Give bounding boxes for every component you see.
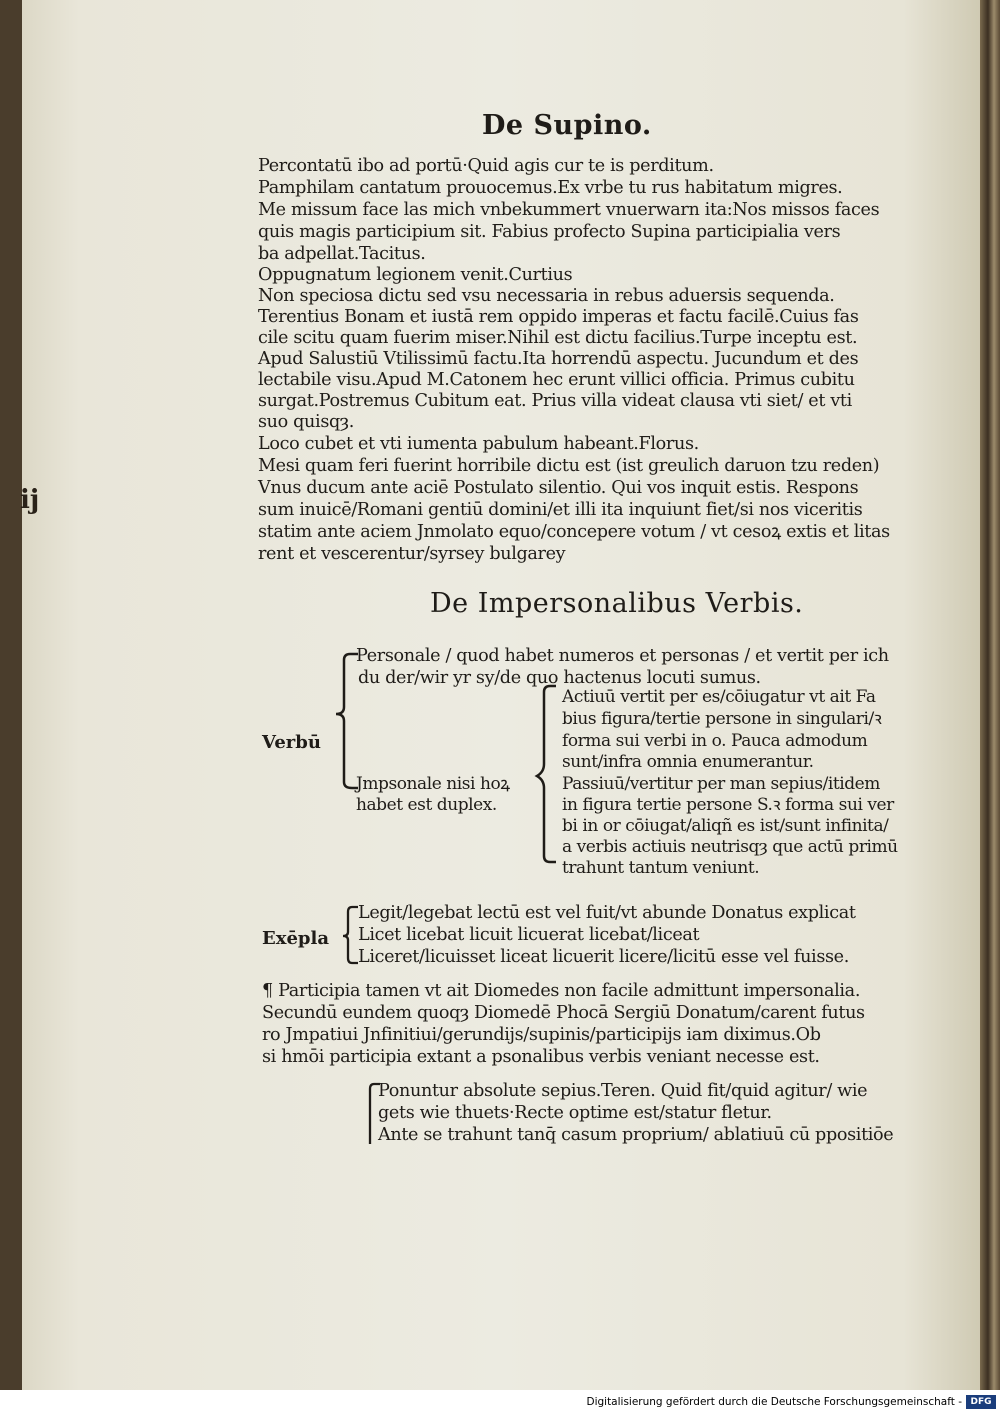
text-line: cile scitu quam fuerim miser.Nihil est dictu facilius.Turpe inceptu est. xyxy=(258,328,858,348)
personale-line: du der/wir yr sy/de quo hactenus locuti sumus. xyxy=(358,668,761,688)
text-line: sum inuicē/Romani gentiū domini/et illi ita inquiunt fiet/si nos viceritis xyxy=(258,500,863,520)
text-line: statim ante aciem Jnmolato equo/concepere votum / vt cesoꝝ extis et litas xyxy=(258,522,890,542)
text-line: Vnus ducum ante aciē Postulato silentio. Qui vos inquit estis. Respons xyxy=(258,478,859,498)
actiuum-line: bius figura/tertie persone in singulari/ꝛ xyxy=(562,709,882,729)
exempla-line: Liceret/licuisset liceat licuerit licere/licitū esse vel fuisse. xyxy=(358,947,849,967)
exempla-brace xyxy=(340,905,360,965)
ponuntur-line: Ponuntur absolute sepius.Teren. Quid fit/quid agitur/ wie xyxy=(378,1081,868,1101)
actiuum-line: forma sui verbi in o. Pauca admodum xyxy=(562,731,868,751)
actiuum-line: Actiuū vertit per es/cōiugatur vt ait Fa xyxy=(562,687,876,707)
text-line: surgat.Postremus Cubitum eat. Prius villa videat clausa vti siet/ et vti xyxy=(258,391,852,411)
participia-line: ro Jmpatiui Jnfinitiui/gerundijs/supinis/participijs iam diximus.Ob xyxy=(262,1025,821,1045)
text-line: quis magis participium sit. Fabius profecto Supina participialia vers xyxy=(258,222,841,242)
text-line: Mesi quam feri fuerint horribile dictu est (ist greulich daruon tzu reden) xyxy=(258,456,880,476)
text-line: Non speciosa dictu sed vsu necessaria in rebus aduersis sequenda. xyxy=(258,286,835,306)
verbum-label: Verbū xyxy=(262,732,321,753)
text-line: suo quisqȝ. xyxy=(258,412,354,432)
passiuum-line: trahunt tantum veniunt. xyxy=(562,858,760,878)
text-line: ba adpellat.Tacitus. xyxy=(258,244,426,264)
participia-line: Secundū eundem quoqȝ Diomedē Phocā Sergiū Donatum/carent futus xyxy=(262,1003,865,1023)
text-line: Apud Salustiū Vtilissimū factu.Ita horrendū aspectu. Jucundum et des xyxy=(258,349,859,369)
text-line: rent et vescerentur/syrsey bulgarey xyxy=(258,544,566,564)
margin-mark: ij xyxy=(20,485,40,515)
section-heading-supino: De Supino. xyxy=(482,110,652,141)
section-heading-impersonal: De Impersonalibus Verbis. xyxy=(430,588,804,619)
participia-line: ¶ Participia tamen vt ait Diomedes non facile admittunt impersonalia. xyxy=(262,981,861,1001)
actiuum-brace xyxy=(534,684,558,864)
text-line: Oppugnatum legionem venit.Curtius xyxy=(258,265,573,285)
passiuum-line: a verbis actiuis neutrisqȝ que actū primū xyxy=(562,837,898,857)
passiuum-line: in figura tertie persone S.ꝛ forma sui ver xyxy=(562,795,894,815)
text-line: Pamphilam cantatum prouocemus.Ex vrbe tu rus habitatum migres. xyxy=(258,178,843,198)
footer-credit: Digitalisierung gefördert durch die Deutsche Forschungsgemeinschaft - xyxy=(586,1396,962,1408)
exempla-label: Exēpla xyxy=(262,928,329,949)
ponuntur-line: Ante se trahunt tanq̄ casum proprium/ ablatiuū cū ppositiōe xyxy=(378,1125,894,1145)
ponuntur-line: gets wie thuets·Recte optime est/statur fletur. xyxy=(378,1103,772,1123)
book-page xyxy=(22,0,980,1390)
page-edge xyxy=(980,0,1000,1390)
text-line: Me missum face las mich vnbekummert vnuerwarn ita:Nos missos faces xyxy=(258,200,880,220)
text-line: lectabile visu.Apud M.Catonem hec erunt villici officia. Primus cubitu xyxy=(258,370,855,390)
participia-line: si hmōi participia extant a psonalibus verbis veniant necesse est. xyxy=(262,1047,820,1067)
impersonale-line: Jmpsonale nisi hoꝝ xyxy=(356,774,510,794)
impersonale-line: habet est duplex. xyxy=(356,795,497,815)
footer-bar xyxy=(0,1390,1000,1414)
exempla-line: Legit/legebat lectū est vel fuit/vt abunde Donatus explicat xyxy=(358,903,856,923)
actiuum-line: sunt/infra omnia enumerantur. xyxy=(562,752,814,772)
exempla-line: Licet licebat licuit licuerat licebat/liceat xyxy=(358,925,700,945)
dfg-logo: DFG xyxy=(966,1395,996,1409)
text-line: Loco cubet et vti iumenta pabulum habeant.Florus. xyxy=(258,434,699,454)
text-line: Percontatū ibo ad portū·Quid agis cur te is perditum. xyxy=(258,156,714,176)
passiuum-line: Passiuū/vertitur per man sepius/itidem xyxy=(562,774,880,794)
personale-line: Personale / quod habet numeros et personas / et vertit per ich xyxy=(356,646,889,666)
passiuum-line: bi in or cōiugat/aliqñ es ist/sunt infinita/ xyxy=(562,816,889,836)
text-line: Terentius Bonam et iustā rem oppido imperas et factu facilē.Cuius fas xyxy=(258,307,859,327)
